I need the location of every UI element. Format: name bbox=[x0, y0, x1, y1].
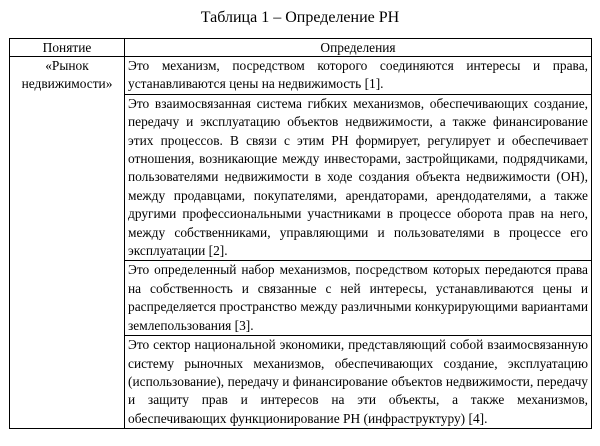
definition-cell-3: Это определенный набор механизмов, посредством которых передаются права на собственность и связанные с ней интересы, устанавливаются цены и распределяется пространство между различными конкурирующими вариантами землепользования [3]. bbox=[125, 261, 592, 336]
definitions-table bbox=[9, 38, 592, 429]
header-concept: Понятие bbox=[10, 39, 125, 57]
definition-cell-1: Это механизм, посредством которого соединяются интересы и права, устанавливаются цены на недвижимость [1]. bbox=[125, 57, 592, 95]
definition-cell-2: Это взаимосвязанная система гибких механизмов, обеспечивающих создание, передачу и эксплуатацию объектов недвижимости, а также финансирование этих процессов. В связи с этим РН формирует, регулирует и обеспечивает отношения, возникающие между инвесторами, застройщиками, подрядчиками, пользователями недвижимости в ходе создания объекта недвижимости (ОН), между продавцами, покупателями, арендаторами, арендодателями, а также другими профессиональными участниками в процессе оборота прав на него, между собственниками, управляющими и пользователями в процессе его эксплуатации [2]. bbox=[125, 94, 592, 261]
header-definition: Определения bbox=[125, 39, 592, 57]
table-caption: Таблица 1 – Определение РН bbox=[200, 9, 400, 26]
concept-cell: «Рынок недвижимости» bbox=[10, 57, 125, 429]
table-header-row bbox=[10, 39, 592, 57]
definition-cell-4: Это сектор национальной экономики, представляющий собой взаимосвязанную систему рыночных механизмов, обеспечивающих создание, эксплуатацию (использование), передачу и финансирование объектов недвижимости, передачу и защиту прав и интересов на эти объекты, а также механизмов, обеспечивающих функционирование РН (инфраструктуру) [4]. bbox=[125, 336, 592, 429]
table-row bbox=[10, 57, 592, 95]
